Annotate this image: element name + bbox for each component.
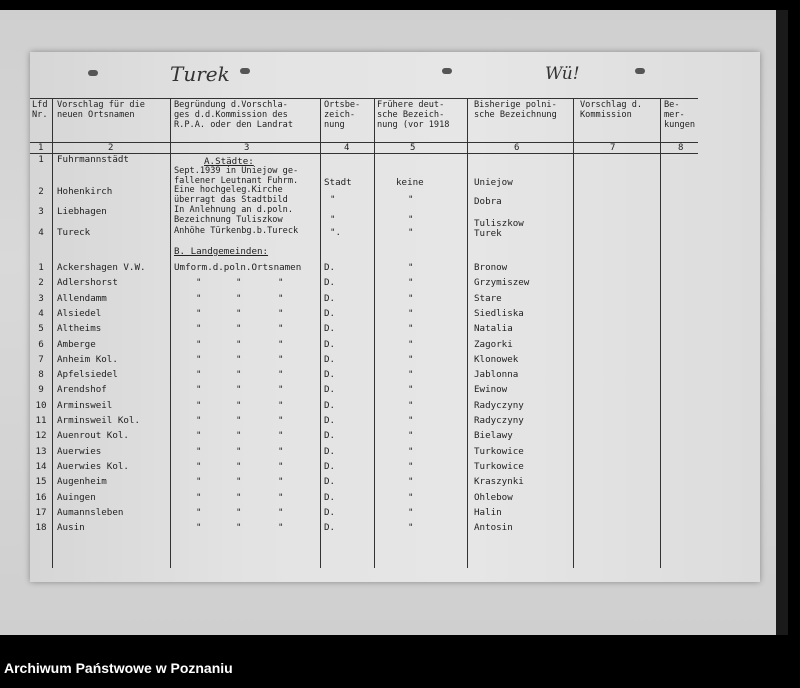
new-place-name: Auerwies Kol. <box>57 461 129 472</box>
column-number: 5 <box>410 143 416 153</box>
ditto-mark: " <box>196 461 202 472</box>
section-a-title: A.Städte: <box>204 156 254 167</box>
ditto-mark: " <box>278 323 284 334</box>
former-german-name: " <box>408 415 414 426</box>
ditto-mark: " <box>196 277 202 288</box>
justification: Eine hochgeleg.Kirche überragt das Stadtbild <box>174 185 288 205</box>
pin-mark <box>442 68 452 74</box>
place-type: D. <box>324 461 336 472</box>
row-number: 15 <box>35 476 47 487</box>
row-number: 3 <box>38 293 44 304</box>
ditto-mark: " <box>236 293 242 304</box>
row-number: 18 <box>35 522 47 533</box>
place-type: D. <box>324 446 336 457</box>
polish-name: Ewinow <box>474 384 508 395</box>
column-rule <box>374 98 375 568</box>
header-ortsbezeichnung: Ortsbe- zeich- nung <box>324 100 361 130</box>
ditto-mark: " <box>236 308 242 319</box>
ditto-mark: " <box>236 277 242 288</box>
row-number: 1 <box>38 262 44 273</box>
ditto-mark: " <box>278 492 284 503</box>
polish-name: Turkowice <box>474 461 524 472</box>
row-number: 3 <box>38 206 44 217</box>
ditto-mark: " <box>236 446 242 457</box>
place-type: D. <box>324 415 336 426</box>
former-german-name: " <box>408 293 414 304</box>
header-bemerkungen: Be- mer- kungen <box>664 100 696 130</box>
header-lfd-nr: Lfd Nr. <box>32 100 48 120</box>
ditto-mark: " <box>196 339 202 350</box>
former-german-name: " <box>408 492 414 503</box>
polish-name: Stare <box>474 293 502 304</box>
row-number: 8 <box>38 369 44 380</box>
column-rule <box>467 98 468 568</box>
polish-name: Ohlebow <box>474 492 513 503</box>
former-german-name: " <box>408 446 414 457</box>
column-rule <box>660 98 661 568</box>
justification: Umform.d.poln.Ortsnamen <box>174 262 302 273</box>
column-number: 7 <box>610 143 616 153</box>
column-number: 4 <box>344 143 350 153</box>
polish-name: Halin <box>474 507 502 518</box>
ditto-mark: " <box>236 430 242 441</box>
sheet-bottom <box>30 574 760 575</box>
row-number: 7 <box>38 354 44 365</box>
former-german-name: " <box>408 262 414 273</box>
ditto-mark: " <box>196 323 202 334</box>
column-rule <box>573 98 574 568</box>
header-vorschlag: Vorschlag für die neuen Ortsnamen <box>57 100 145 120</box>
ditto-mark: " <box>196 507 202 518</box>
new-place-name: Ausin <box>57 522 85 533</box>
new-place-name: Auerwies <box>57 446 102 457</box>
polish-name: Natalia <box>474 323 513 334</box>
row-number: 5 <box>38 323 44 334</box>
ditto-mark: " <box>196 430 202 441</box>
polish-name: Antosin <box>474 522 513 533</box>
row-number: 14 <box>35 461 47 472</box>
place-type: D. <box>324 308 336 319</box>
column-number: 6 <box>514 143 520 153</box>
polish-name: Uniejow <box>474 177 513 188</box>
new-place-name: Amberge <box>57 339 96 350</box>
new-place-name: Liebhagen <box>57 206 107 217</box>
row-number: 2 <box>38 186 44 197</box>
ditto-mark: " <box>236 323 242 334</box>
ditto-mark: " <box>278 400 284 411</box>
polish-name: Turek <box>474 228 502 239</box>
ditto-mark: " <box>196 384 202 395</box>
header-kommission: Vorschlag d. Kommission <box>580 100 643 120</box>
place-type: Stadt <box>324 177 352 188</box>
frame-edge <box>776 10 788 635</box>
new-place-name: Arendshof <box>57 384 107 395</box>
polish-name: Turkowice <box>474 446 524 457</box>
former-german-name: " <box>408 194 414 205</box>
polish-name: Tuliszkow <box>474 218 524 229</box>
column-rule <box>170 98 171 568</box>
ditto-mark: " <box>278 446 284 457</box>
header-fruehere: Frühere deut- sche Bezeich- nung (vor 1918 <box>377 100 450 130</box>
place-type: ". <box>330 227 342 238</box>
former-german-name: " <box>408 400 414 411</box>
ditto-mark: " <box>196 415 202 426</box>
ditto-mark: " <box>196 369 202 380</box>
ditto-mark: " <box>236 492 242 503</box>
place-type: D. <box>324 507 336 518</box>
column-number: 8 <box>678 143 684 153</box>
header-begruendung: Begründung d.Vorschla- ges d.d.Kommission des R.P.A. oder den Landrat <box>174 100 293 130</box>
place-type: D. <box>324 339 336 350</box>
section-b-title: B. Landgemeinden: <box>174 246 269 257</box>
place-type: D. <box>324 323 336 334</box>
pin-mark <box>240 68 250 74</box>
polish-name: Jablonna <box>474 369 519 380</box>
row-number: 9 <box>38 384 44 395</box>
ditto-mark: " <box>236 415 242 426</box>
former-german-name: " <box>408 507 414 518</box>
ditto-mark: " <box>278 293 284 304</box>
ditto-mark: " <box>196 308 202 319</box>
polish-name: Radyczyny <box>474 415 524 426</box>
ditto-mark: " <box>236 339 242 350</box>
polish-name: Kraszynki <box>474 476 524 487</box>
row-number: 13 <box>35 446 47 457</box>
new-place-name: Arminsweil Kol. <box>57 415 140 426</box>
former-german-name: " <box>408 461 414 472</box>
ditto-mark: " <box>278 415 284 426</box>
justification: In Anlehnung an d.poln. Bezeichnung Tuliszkow <box>174 205 293 225</box>
ditto-mark: " <box>278 430 284 441</box>
row-number: 4 <box>38 227 44 238</box>
ditto-mark: " <box>236 507 242 518</box>
polish-name: Klonowek <box>474 354 519 365</box>
ditto-mark: " <box>196 354 202 365</box>
ditto-mark: " <box>236 369 242 380</box>
ditto-mark: " <box>236 476 242 487</box>
row-number: 16 <box>35 492 47 503</box>
ditto-mark: " <box>196 492 202 503</box>
new-place-name: Ackershagen V.W. <box>57 262 146 273</box>
ditto-mark: " <box>278 384 284 395</box>
place-type: D. <box>324 400 336 411</box>
ditto-mark: " <box>278 522 284 533</box>
new-place-name: Allendamm <box>57 293 107 304</box>
new-place-name: Anheim Kol. <box>57 354 118 365</box>
handwritten-note-right: Wü! <box>545 64 580 84</box>
former-german-name: " <box>408 476 414 487</box>
justification: Sept.1939 in Uniejow ge- fallener Leutnant Fuhrm. <box>174 166 299 186</box>
polish-name: Bielawy <box>474 430 513 441</box>
ditto-mark: " <box>196 476 202 487</box>
ditto-mark: " <box>278 354 284 365</box>
former-german-name: " <box>408 214 414 225</box>
place-type: D. <box>324 522 336 533</box>
pin-mark <box>88 70 98 76</box>
new-place-name: Augenheim <box>57 476 107 487</box>
new-place-name: Aumannsleben <box>57 507 124 518</box>
former-german-name: " <box>408 277 414 288</box>
column-number: 1 <box>38 143 44 153</box>
colnum-divider <box>30 153 698 154</box>
new-place-name: Tureck <box>57 227 91 238</box>
new-place-name: Alsiedel <box>57 308 102 319</box>
ditto-mark: " <box>278 308 284 319</box>
former-german-name: " <box>408 522 414 533</box>
new-place-name: Apfelsiedel <box>57 369 118 380</box>
document-sheet <box>30 52 760 582</box>
place-type: D. <box>324 262 336 273</box>
place-type: " <box>330 214 336 225</box>
row-number: 4 <box>38 308 44 319</box>
ditto-mark: " <box>278 507 284 518</box>
place-type: D. <box>324 277 336 288</box>
place-type: D. <box>324 476 336 487</box>
place-type: D. <box>324 293 336 304</box>
polish-name: Zagorki <box>474 339 513 350</box>
ditto-mark: " <box>278 476 284 487</box>
ditto-mark: " <box>278 339 284 350</box>
former-german-name: " <box>408 430 414 441</box>
former-german-name: " <box>408 354 414 365</box>
row-number: 11 <box>35 415 47 426</box>
ditto-mark: " <box>236 400 242 411</box>
row-number: 6 <box>38 339 44 350</box>
ditto-mark: " <box>196 522 202 533</box>
row-number: 17 <box>35 507 47 518</box>
header-polnische: Bisherige polni- sche Bezeichnung <box>474 100 557 120</box>
row-number: 1 <box>38 154 44 165</box>
former-german-name: " <box>408 339 414 350</box>
column-rule <box>52 98 53 568</box>
ditto-mark: " <box>236 354 242 365</box>
former-german-name: " <box>408 384 414 395</box>
new-place-name: Altheims <box>57 323 102 334</box>
former-german-name: " <box>408 227 414 238</box>
polish-name: Bronow <box>474 262 508 273</box>
place-type: D. <box>324 354 336 365</box>
ditto-mark: " <box>196 293 202 304</box>
justification: Anhöhe Türkenbg.b.Tureck <box>174 226 299 236</box>
former-german-name: " <box>408 323 414 334</box>
archive-caption: Archiwum Państwowe w Poznaniu <box>4 660 233 676</box>
polish-name: Dobra <box>474 196 502 207</box>
row-number: 2 <box>38 277 44 288</box>
ditto-mark: " <box>278 369 284 380</box>
ditto-mark: " <box>236 461 242 472</box>
ditto-mark: " <box>278 277 284 288</box>
place-type: D. <box>324 430 336 441</box>
column-number: 3 <box>244 143 250 153</box>
former-german-name: " <box>408 369 414 380</box>
polish-name: Siedliska <box>474 308 524 319</box>
column-number: 2 <box>108 143 114 153</box>
header-divider <box>30 142 698 143</box>
new-place-name: Arminsweil <box>57 400 113 411</box>
ditto-mark: " <box>236 384 242 395</box>
new-place-name: Fuhrmannstädt <box>57 154 129 165</box>
ditto-mark: " <box>196 446 202 457</box>
place-type: D. <box>324 384 336 395</box>
place-type: D. <box>324 369 336 380</box>
place-type: D. <box>324 492 336 503</box>
polish-name: Grzymiszew <box>474 277 530 288</box>
former-german-name: keine <box>396 177 424 188</box>
ditto-mark: " <box>196 400 202 411</box>
table-top-line <box>30 98 698 99</box>
row-number: 12 <box>35 430 47 441</box>
new-place-name: Adlershorst <box>57 277 118 288</box>
handwritten-note-turek: Turek <box>170 62 230 86</box>
new-place-name: Auenrout Kol. <box>57 430 129 441</box>
row-number: 10 <box>35 400 47 411</box>
ditto-mark: " <box>278 461 284 472</box>
former-german-name: " <box>408 308 414 319</box>
column-rule <box>320 98 321 568</box>
new-place-name: Auingen <box>57 492 96 503</box>
pin-mark <box>635 68 645 74</box>
polish-name: Radyczyny <box>474 400 524 411</box>
ditto-mark: " <box>236 522 242 533</box>
new-place-name: Hohenkirch <box>57 186 113 197</box>
place-type: " <box>330 194 336 205</box>
